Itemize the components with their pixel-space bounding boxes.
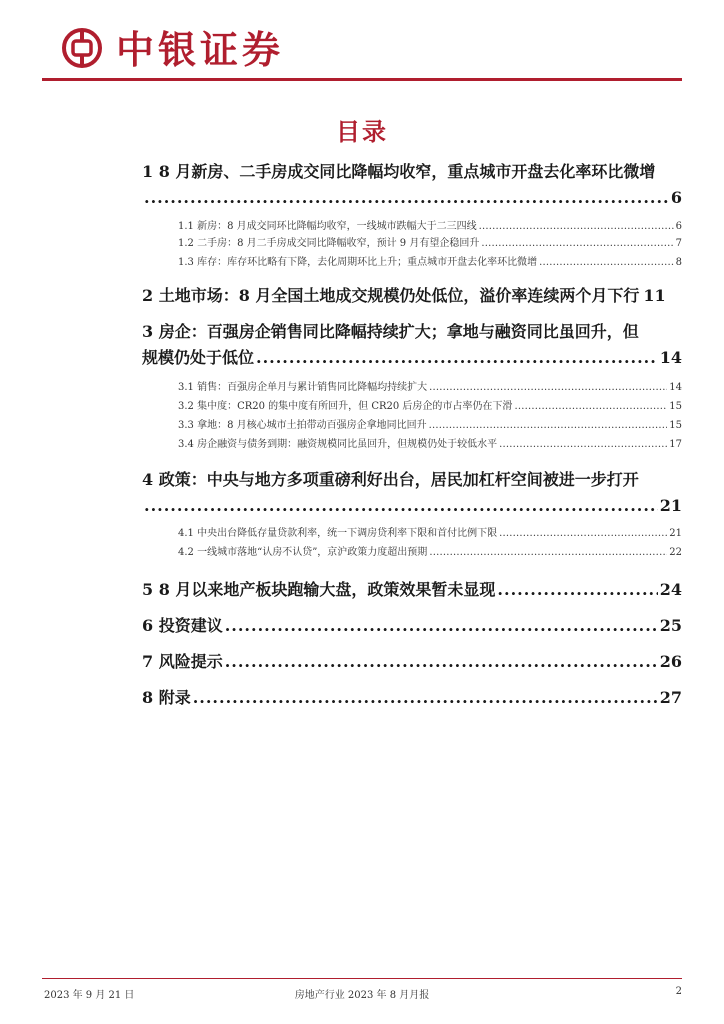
toc-entry-text: 4.2 一线城市落地“认房不认贷”，京沪政策力度超出预期 [178, 547, 428, 558]
footer-divider [42, 978, 682, 979]
toc-entry-2[interactable] [142, 283, 682, 309]
toc-entry-text: 1.2 二手房：8 月二手房成交同比降幅收窄，预计 9 月有望企稳回升 [178, 238, 480, 249]
toc-entry-1-3[interactable] [178, 256, 682, 270]
toc-page-number: 14 [659, 348, 682, 367]
toc-entry-text: 1.3 库存：库存环比略有下降，去化周期环比上升；重点城市开盘去化率环比微增 [178, 257, 538, 268]
toc-page-number: 11 [643, 286, 666, 305]
toc-entry-4-2[interactable] [178, 546, 682, 560]
brand-name: 中银证券 [116, 28, 285, 72]
toc-entry-3-3[interactable] [178, 419, 682, 433]
toc-entry-3[interactable] [142, 319, 682, 371]
toc-page-number: 27 [659, 688, 682, 707]
toc-entry-text: 5 8 月以来地产板块跑输大盘，政策效果暂未显现 [142, 580, 496, 599]
toc-entry-text: 4.1 中央出台降低存量贷款利率，统一下调房贷利率下限和首付比例下限 [178, 528, 498, 539]
bank-of-china-logo-icon [60, 26, 104, 70]
toc-entry-1-2[interactable] [178, 237, 682, 251]
page-header [0, 0, 724, 86]
toc-entry-4[interactable] [142, 467, 682, 519]
toc-entry-1-1[interactable] [178, 220, 682, 234]
toc-leader-dots [429, 546, 667, 560]
toc-leader-dots [497, 577, 657, 603]
toc-page-number: 24 [659, 580, 682, 599]
toc-leader-dots [481, 237, 673, 251]
toc-entry-8[interactable] [142, 685, 682, 711]
toc-entry-3-1[interactable] [178, 381, 682, 395]
toc-leader-dots [225, 613, 658, 639]
toc-leader-dots [514, 400, 667, 414]
toc-leader-dots [479, 220, 674, 234]
toc-entry-text: 3.3 拿地：8 月核心城市土拍带动百强房企拿地同比回升 [178, 420, 427, 431]
toc-page-number: 6 [670, 188, 682, 207]
toc-entry-text: 3 房企：百强房企销售同比降幅持续扩大；拿地与融资同比虽回升，但 [142, 322, 639, 341]
toc-page-number: 7 [675, 238, 682, 249]
toc-page-number: 22 [669, 547, 682, 558]
toc-entry-text: 3.4 房企融资与债务到期：融资规模同比虽回升，但规模仍处于较低水平 [178, 439, 498, 450]
toc-leader-dots [499, 438, 667, 452]
toc-entry-text: 6 投资建议 [142, 616, 223, 635]
toc-page-number: 25 [659, 616, 682, 635]
toc-page-number: 21 [659, 496, 682, 515]
toc-entry-3-2[interactable] [178, 400, 682, 414]
toc-leader-dots [144, 493, 658, 519]
toc-entry-text: 3.1 销售：百强房企单月与累计销售同比降幅均持续扩大 [178, 382, 428, 393]
toc-page-number: 17 [669, 439, 682, 450]
toc-page-number: 26 [659, 652, 682, 671]
toc-page-number: 8 [675, 257, 682, 268]
toc-leader-dots [256, 345, 658, 371]
toc-leader-dots [193, 685, 658, 711]
toc-entry-text: 3.2 集中度：CR20 的集中度有所回升，但 CR20 后房企的市占率仍在下滑 [178, 401, 513, 412]
footer-page-number: 2 [675, 986, 682, 997]
header-divider [42, 78, 682, 81]
toc-page-number: 21 [669, 528, 682, 539]
toc-leader-dots [429, 381, 667, 395]
toc-entry-text-cont: 规模仍处于低位 [142, 348, 255, 367]
toc-entry-text: 8 附录 [142, 688, 191, 707]
toc-leader-dots [429, 419, 668, 433]
toc-entry-6[interactable] [142, 613, 682, 639]
footer-date: 2023 年 9 月 21 日 [44, 990, 135, 1001]
toc-entry-3-4[interactable] [178, 438, 682, 452]
toc-entry-text: 1.1 新房：8 月成交同环比降幅均收窄，一线城市跌幅大于二三四线 [178, 221, 477, 232]
toc-entry-4-1[interactable] [178, 527, 682, 541]
footer-report-title: 房地产行业 2023 年 8 月月报 [294, 990, 430, 1001]
toc-page-number: 15 [669, 401, 682, 412]
toc-title: 目录 [336, 118, 388, 146]
toc-leader-dots [144, 185, 669, 211]
toc-entry-text: 4 政策：中央与地方多项重磅利好出台，居民加杠杆空间被进一步打开 [142, 470, 639, 489]
toc-leader-dots [539, 256, 674, 270]
toc-entry-text: 1 8 月新房、二手房成交同比降幅均收窄，重点城市开盘去化率环比微增 [142, 162, 656, 181]
toc-page-number: 6 [675, 221, 682, 232]
toc-page-number: 15 [669, 420, 682, 431]
toc-page-number: 14 [669, 382, 682, 393]
toc-entry-text: 2 土地市场：8 月全国土地成交规模仍处低位，溢价率连续两个月下行 [142, 286, 640, 305]
toc-entry-1[interactable] [142, 159, 682, 211]
toc-entry-text: 7 风险提示 [142, 652, 223, 671]
toc-leader-dots [225, 649, 658, 675]
toc-entry-7[interactable] [142, 649, 682, 675]
toc-leader-dots [499, 527, 667, 541]
toc-entry-5[interactable] [142, 577, 682, 603]
